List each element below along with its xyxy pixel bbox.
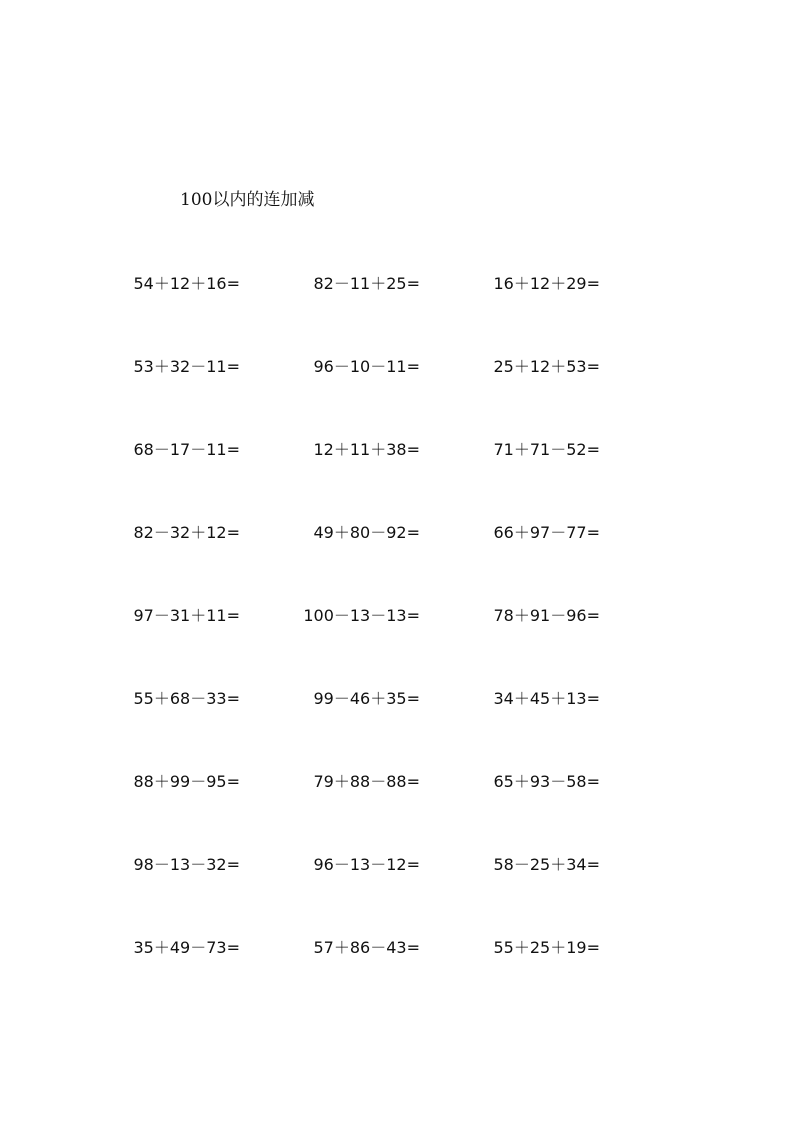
problem: 25＋12＋53=: [493, 357, 600, 376]
worksheet-title: 100以内的连加减: [180, 190, 315, 210]
problem: 79＋88－88=: [313, 772, 420, 791]
problem-row: [120, 602, 620, 685]
problem: 82－32＋12=: [133, 523, 240, 542]
problem: 65＋93－58=: [493, 772, 600, 791]
problem: 55＋25＋19=: [493, 938, 600, 957]
problem: 58－25＋34=: [493, 855, 600, 874]
problem: 34＋45＋13=: [493, 689, 600, 708]
problem: 49＋80－92=: [313, 523, 420, 542]
problem: 96－10－11=: [313, 357, 420, 376]
problem: 12＋11＋38=: [313, 440, 420, 459]
problem-row: [120, 270, 620, 353]
problem: 55＋68－33=: [133, 689, 240, 708]
problem: 99－46＋35=: [313, 689, 420, 708]
problem: 54＋12＋16=: [133, 274, 240, 293]
problem: 35＋49－73=: [133, 938, 240, 957]
problem: 88＋99－95=: [133, 772, 240, 791]
problem: 71＋71－52=: [493, 440, 600, 459]
problem-row: [120, 353, 620, 436]
problem-row: [120, 768, 620, 851]
problem-row: [120, 436, 620, 519]
problem: 100－13－13=: [303, 606, 420, 625]
problem: 66＋97－77=: [493, 523, 600, 542]
problem: 82－11＋25=: [313, 274, 420, 293]
problem: 16＋12＋29=: [493, 274, 600, 293]
problem-row: [120, 851, 620, 934]
problem: 53＋32－11=: [133, 357, 240, 376]
problem-row: [120, 934, 620, 1017]
problem: 96－13－12=: [313, 855, 420, 874]
problem: 98－13－32=: [133, 855, 240, 874]
problem: 57＋86－43=: [313, 938, 420, 957]
problem-grid: [120, 270, 620, 1017]
problem: 68－17－11=: [133, 440, 240, 459]
problem-row: [120, 685, 620, 768]
problem: 97－31＋11=: [133, 606, 240, 625]
problem-row: [120, 519, 620, 602]
problem: 78＋91－96=: [493, 606, 600, 625]
